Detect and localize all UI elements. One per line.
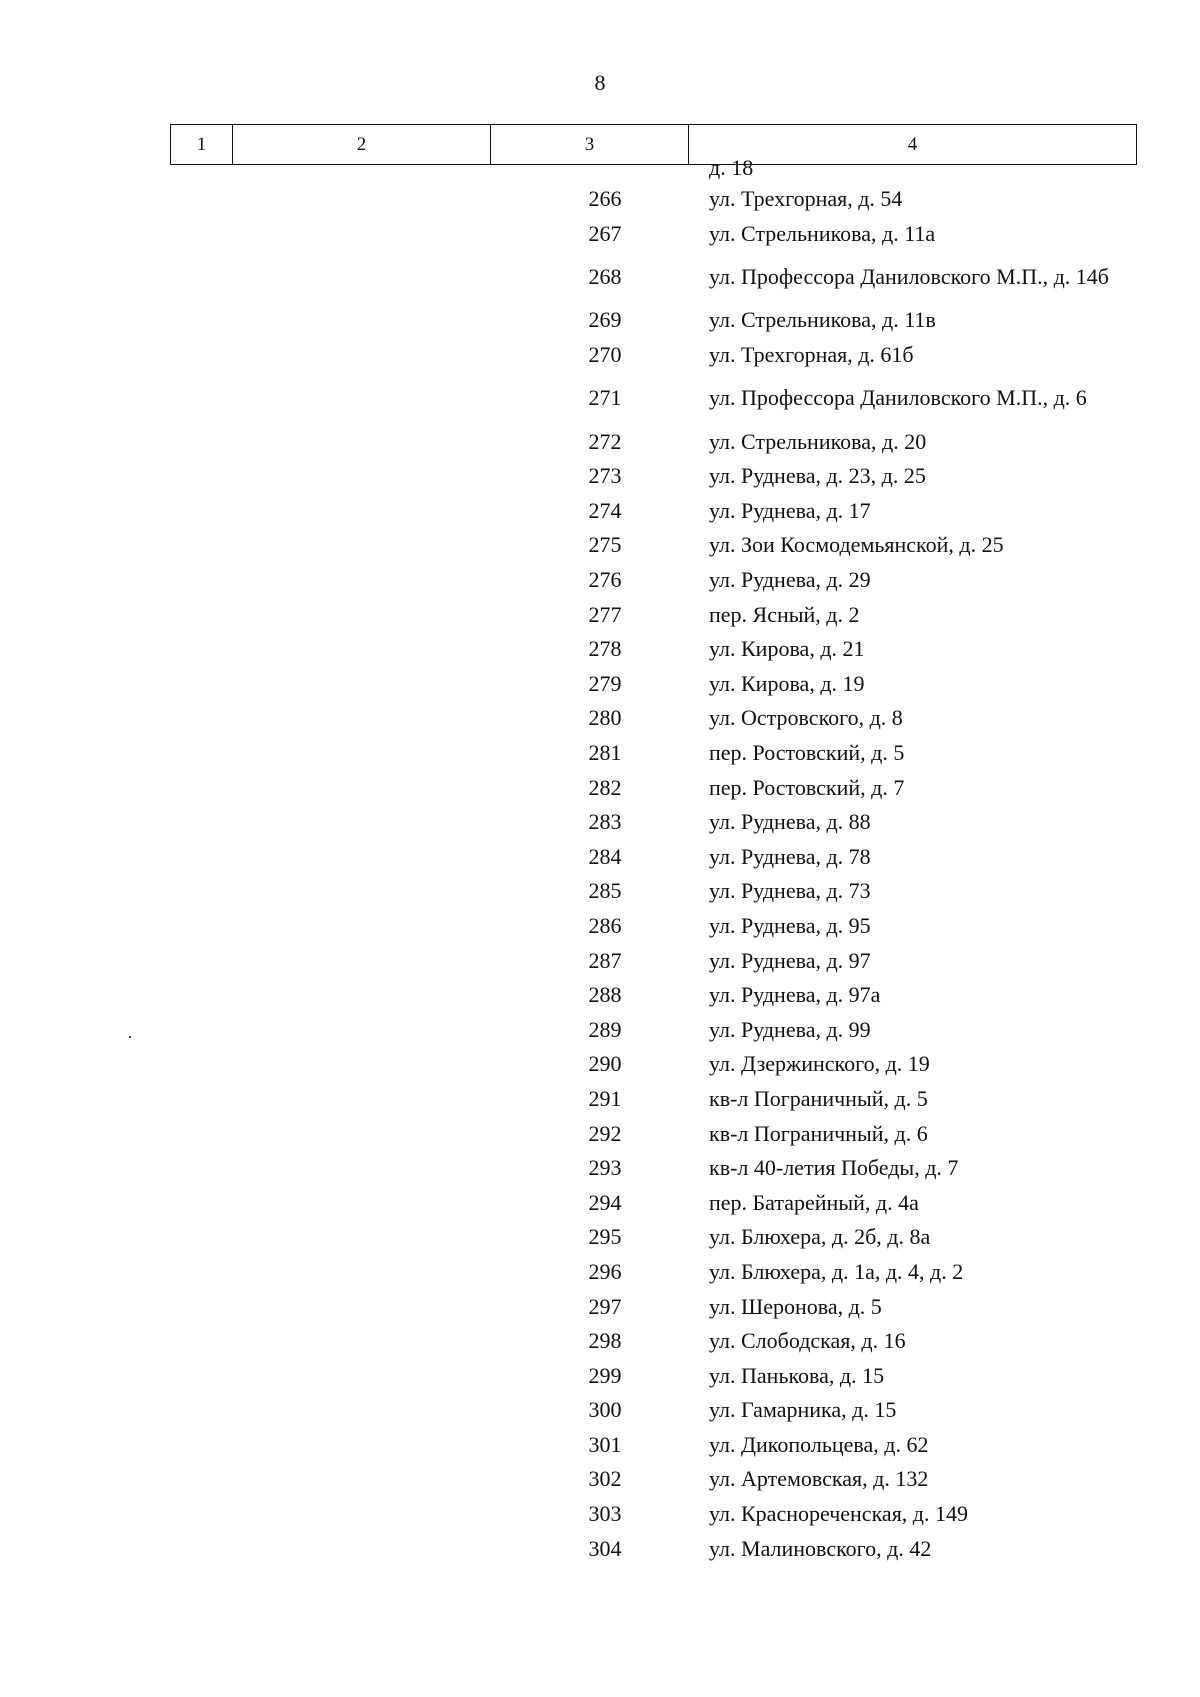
list-item	[0, 1255, 1200, 1290]
list-item	[0, 1082, 1200, 1117]
row-number: 296	[588, 1258, 622, 1284]
list-item	[0, 978, 1200, 1013]
row-address: пер. Ясный, д. 2	[709, 601, 860, 627]
continuation-text: д. 18	[709, 155, 754, 180]
column-header-1: 1	[171, 125, 233, 165]
list-item	[0, 1116, 1200, 1151]
row-number: 284	[588, 843, 622, 869]
row-address: ул. Слободская, д. 16	[709, 1328, 906, 1354]
row-number: 301	[588, 1431, 622, 1457]
list-item	[0, 1289, 1200, 1324]
list-item	[0, 217, 1200, 252]
row-address: ул. Профессора Даниловского М.П., д. 6	[709, 385, 1087, 411]
row-number: 271	[588, 385, 622, 411]
row-number: 282	[588, 774, 622, 800]
row-number: 299	[588, 1362, 622, 1388]
row-number: 272	[588, 428, 622, 454]
list-item	[0, 303, 1200, 338]
row-number: 286	[588, 912, 622, 938]
list-item	[0, 424, 1200, 459]
list-item	[0, 494, 1200, 529]
row-number: 266	[588, 186, 622, 212]
row-address: ул. Трехгорная, д. 61б	[709, 342, 914, 368]
column-header-3: 3	[491, 125, 689, 165]
list-item	[0, 667, 1200, 702]
row-number: 268	[588, 264, 622, 290]
row-number: 267	[588, 220, 622, 246]
row-address: ул. Островского, д. 8	[709, 705, 903, 731]
list-item	[0, 459, 1200, 494]
row-number: 291	[588, 1085, 622, 1111]
row-address: ул. Руднева, д. 73	[709, 878, 871, 904]
row-number: 302	[588, 1466, 622, 1492]
row-number: 273	[588, 463, 622, 489]
list-item	[0, 372, 1200, 424]
address-list	[0, 155, 1200, 1566]
row-address: ул. Панькова, д. 15	[709, 1362, 885, 1388]
row-number: 298	[588, 1328, 622, 1354]
list-item	[0, 338, 1200, 373]
row-address: ул. Шеронова, д. 5	[709, 1293, 882, 1319]
row-address: ул. Кирова, д. 19	[709, 670, 865, 696]
list-item	[0, 1185, 1200, 1220]
list-item	[0, 1220, 1200, 1255]
list-item	[0, 1462, 1200, 1497]
list-item	[0, 736, 1200, 771]
row-number: 293	[588, 1155, 622, 1181]
row-address: ул. Руднева, д. 17	[709, 497, 871, 523]
list-item	[0, 1358, 1200, 1393]
row-address: ул. Профессора Даниловского М.П., д. 14б	[709, 264, 1109, 290]
row-number: 270	[588, 342, 622, 368]
row-number: 292	[588, 1120, 622, 1146]
list-item	[0, 1497, 1200, 1532]
row-number: 303	[588, 1501, 622, 1527]
row-number: 289	[588, 1016, 622, 1042]
row-address: ул. Стрельникова, д. 20	[709, 428, 927, 454]
column-header-4: 4	[689, 125, 1137, 165]
row-address: ул. Руднева, д. 99	[709, 1016, 871, 1042]
row-address: ул. Краснореченская, д. 149	[709, 1501, 969, 1527]
row-address: пер. Ростовский, д. 7	[709, 774, 905, 800]
list-item	[0, 1531, 1200, 1566]
row-address: ул. Блюхера, д. 2б, д. 8а	[709, 1224, 931, 1250]
list-item	[0, 1012, 1200, 1047]
list-item	[0, 251, 1200, 303]
list-item	[0, 701, 1200, 736]
row-number: 279	[588, 670, 622, 696]
row-number: 294	[588, 1189, 622, 1215]
row-number: 275	[588, 532, 622, 558]
row-number: 278	[588, 636, 622, 662]
row-address: ул. Руднева, д. 97	[709, 947, 871, 973]
row-number: 269	[588, 307, 622, 333]
row-address: пер. Ростовский, д. 5	[709, 740, 905, 766]
row-number: 274	[588, 497, 622, 523]
row-address: ул. Кирова, д. 21	[709, 636, 865, 662]
row-address: пер. Батарейный, д. 4а	[709, 1189, 919, 1215]
row-address: ул. Руднева, д. 29	[709, 567, 871, 593]
list-item	[0, 597, 1200, 632]
list-item	[0, 805, 1200, 840]
list-item	[0, 1047, 1200, 1082]
list-item	[0, 943, 1200, 978]
row-address: ул. Зои Космодемьянской, д. 25	[709, 532, 1004, 558]
stray-mark	[129, 1036, 131, 1038]
row-number: 276	[588, 567, 622, 593]
row-address: кв-л Пограничный, д. 6	[709, 1120, 928, 1146]
list-item	[0, 1324, 1200, 1359]
row-address: ул. Трехгорная, д. 54	[709, 186, 903, 212]
row-number: 300	[588, 1397, 622, 1423]
list-item	[0, 182, 1200, 217]
row-number: 285	[588, 878, 622, 904]
row-address: ул. Стрельникова, д. 11а	[709, 220, 936, 246]
list-item	[0, 1151, 1200, 1186]
list-item	[0, 632, 1200, 667]
row-address: ул. Гамарника, д. 15	[709, 1397, 897, 1423]
row-address: ул. Блюхера, д. 1а, д. 4, д. 2	[709, 1258, 964, 1284]
row-number: 283	[588, 809, 622, 835]
list-item	[0, 909, 1200, 944]
list-item	[0, 1393, 1200, 1428]
list-item	[0, 1428, 1200, 1463]
row-address: ул. Стрельникова, д. 11в	[709, 307, 936, 333]
row-address: ул. Артемовская, д. 132	[709, 1466, 929, 1492]
row-address: кв-л Пограничный, д. 5	[709, 1085, 928, 1111]
row-number: 304	[588, 1535, 622, 1561]
row-address: ул. Руднева, д. 88	[709, 809, 871, 835]
row-address: ул. Дзержинского, д. 19	[709, 1051, 930, 1077]
row-number: 290	[588, 1051, 622, 1077]
row-number: 297	[588, 1293, 622, 1319]
row-address: ул. Руднева, д. 95	[709, 912, 871, 938]
row-address: ул. Руднева, д. 97а	[709, 982, 881, 1008]
list-item	[0, 528, 1200, 563]
row-address: кв-л 40-летия Победы, д. 7	[709, 1155, 959, 1181]
list-item	[0, 840, 1200, 875]
list-item	[0, 563, 1200, 598]
continuation-row	[0, 155, 1200, 182]
row-address: ул. Дикопольцева, д. 62	[709, 1431, 929, 1457]
column-header-2: 2	[233, 125, 491, 165]
row-number: 288	[588, 982, 622, 1008]
row-number: 281	[588, 740, 622, 766]
list-item	[0, 770, 1200, 805]
row-number: 295	[588, 1224, 622, 1250]
list-item	[0, 874, 1200, 909]
row-number: 280	[588, 705, 622, 731]
row-address: ул. Малиновского, д. 42	[709, 1535, 932, 1561]
row-address: ул. Руднева, д. 23, д. 25	[709, 463, 926, 489]
row-number: 277	[588, 601, 622, 627]
row-address: ул. Руднева, д. 78	[709, 843, 871, 869]
page-number: 8	[594, 70, 606, 95]
row-number: 287	[588, 947, 622, 973]
